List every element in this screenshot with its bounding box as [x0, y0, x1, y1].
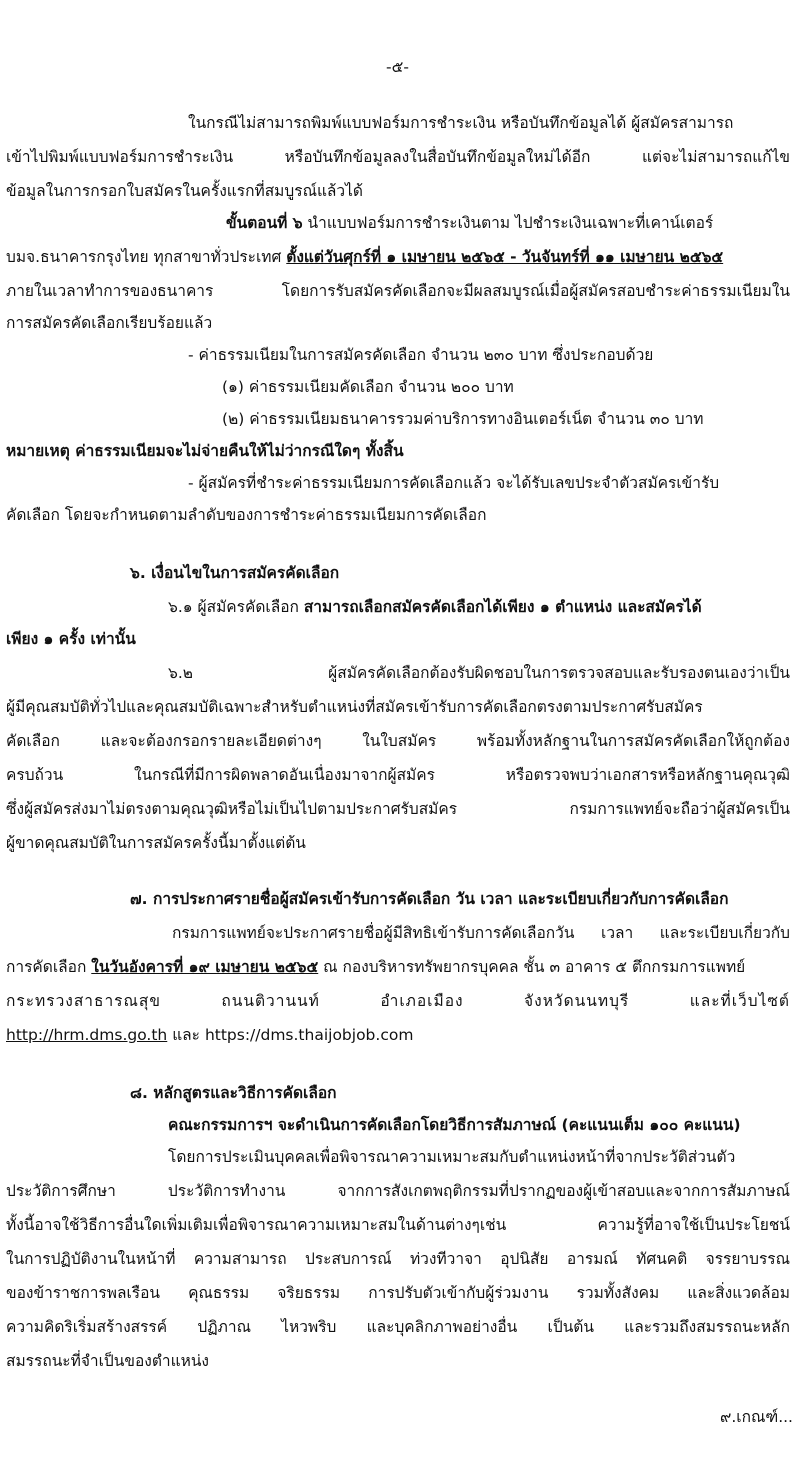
section8-line-2: ประวัติการศึกษา ประวัติการทำงาน จากการสังเกตพฤติกรรมที่ปรากฏของผู้เข้าสอบและจากการสัมภาษณ์ — [6, 1182, 790, 1200]
step6-bank: บมจ.ธนาคารกรุงไทย ทุกสาขาทั่วประเทศ — [6, 248, 287, 266]
section8-heading: ๘. หลักสูตรและวิธีการคัดเลือก — [130, 1084, 337, 1102]
fee-item-2: (๒) ค่าธรรมเนียมธนาคารรวมค่าบริการทางอินเตอร์เน็ต จำนวน ๓๐ บาท — [222, 410, 704, 428]
section7-heading: ๗. การประกาศรายชื่อผู้สมัครเข้ารับการคัดเลือก วัน เวลา และระเบียบเกี่ยวกับการคัดเลือก — [130, 890, 729, 908]
section7-line-3: กระทรวงสาธารณสุข ถนนติวานนท์ อำเภอเมือง จังหวัดนนทบุรี และที่เว็บไซต์ — [6, 992, 790, 1010]
step6-line-3: ภายในเวลาทำการของธนาคาร โดยการรับสมัครคัดเลือกจะมีผลสมบูรณ์เมื่อผู้สมัครสอบชำระค่าธรรมเนียมใน — [6, 282, 790, 300]
cond-1-bold: สามารถเลือกสมัครคัดเลือกได้เพียง ๑ ตำแหน่ง และสมัครได้ — [303, 598, 702, 616]
section6-cond-2-line-4: ครบถ้วน ในกรณีที่มีการผิดพลาดอันเนื่องมาจากผู้สมัคร หรือตรวจพบว่าเอกสารหรือหลักฐานคุณวุฒิ — [6, 766, 790, 784]
fee-item-1: (๑) ค่าธรรมเนียมคัดเลือก จำนวน ๒๐๐ บาท — [222, 378, 514, 396]
section7-line-2-prefix: การคัดเลือก — [6, 958, 92, 976]
section7-line-1: กรมการแพทย์จะประกาศรายชื่อผู้มีสิทธิเข้ารับการคัดเลือกวัน เวลา และระเบียบเกี่ยวกับ — [172, 924, 790, 942]
section8-line-4: ในการปฏิบัติงานในหน้าที่ ความสามารถ ประสบการณ์ ท่วงทีวาจา อุปนิสัย อารมณ์ ทัศนคติ จรรยาบรรณ — [6, 1250, 790, 1268]
step6-line-4: การสมัครคัดเลือกเรียบร้อยแล้ว — [6, 314, 213, 332]
section8-line-5: ของข้าราชการพลเรือน คุณธรรม จริยธรรม การปรับตัวเข้ากับผู้ร่วมงาน รวมทั้งสังคม และสิ่งแวดล้อม — [6, 1284, 790, 1302]
links-and: และ — [167, 1026, 205, 1044]
fee-total: - ค่าธรรมเนียมในการสมัครคัดเลือก จำนวน ๒๓๐ บาท ซึ่งประกอบด้วย — [188, 346, 654, 364]
section6-cond-2-line-2: ผู้มีคุณสมบัติทั่วไปและคุณสมบัติเฉพาะสำหรับตำแหน่งที่สมัครเข้ารับการคัดเลือกตรงตามประกาศรับสมัคร — [6, 698, 703, 716]
page-number: -๕- — [386, 58, 409, 76]
section7-line-2-place: ณ กองบริหารทรัพยากรบุคคล ชั้น ๓ อาคาร ๕ ตึกกรมการแพทย์ — [318, 958, 746, 976]
section8-line-7: สมรรถนะที่จำเป็นของตำแหน่ง — [6, 1352, 209, 1370]
step6-line-1-text: นำแบบฟอร์มการชำระเงินตาม ไปชำระเงินเฉพาะที่เคาน์เตอร์ — [302, 214, 714, 232]
step6-label: ขั้นตอนที่ ๖ — [226, 214, 303, 232]
announcement-date: ในวันอังคารที่ ๑๙ เมษายน ๒๕๖๕ — [91, 958, 319, 976]
section8-line-3: ทั้งนี้อาจใช้วิธีการอื่นใดเพิ่มเติมเพื่อพิจารณาความเหมาะสมในด้านต่างๆเช่น ความรู้ที่อาจใช้เป็นประโยชน์ — [6, 1216, 790, 1234]
applicant-no-line-1: - ผู้สมัครที่ชำระค่าธรรมเนียมการคัดเลือกแล้ว จะได้รับเลขประจำตัวสมัครเข้ารับ — [188, 474, 720, 492]
continuation-marker: ๙.เกณฑ์... — [720, 1408, 793, 1426]
applicant-no-line-2: คัดเลือก โดยจะกำหนดตามลำดับของการชำระค่าธรรมเนียมการคัดเลือก — [6, 506, 487, 524]
section6-cond-1-line-2: เพียง ๑ ครั้ง เท่านั้น — [6, 630, 136, 648]
cond-1-prefix: ๖.๑ ผู้สมัครคัดเลือก — [168, 598, 304, 616]
pay-intro-line-2: เข้าไปพิมพ์แบบฟอร์มการชำระเงิน หรือบันทึกข้อมูลลงในสื่อบันทึกข้อมูลใหม่ได้อีก แต่จะไม่สามารถแก้ไข — [6, 148, 790, 166]
pay-intro-line-3: ข้อมูลในการกรอกใบสมัครในครั้งแรกที่สมบูรณ์แล้วได้ — [6, 182, 363, 200]
section6-heading: ๖. เงื่อนไขในการสมัครคัดเลือก — [130, 564, 340, 582]
section6-cond-2-line-6: ผู้ขาดคุณสมบัติในการสมัครครั้งนี้มาตั้งแต่ต้น — [6, 834, 306, 852]
step6-date-range: ตั้งแต่วันศุกร์ที่ ๑ เมษายน ๒๕๖๕ - วันจันทร์ที่ ๑๑ เมษายน ๒๕๖๕ — [286, 248, 724, 266]
hrm-link[interactable]: http://hrm.dms.go.th — [6, 1026, 168, 1044]
section7-links — [6, 1024, 413, 1046]
step6-line-2 — [6, 246, 723, 268]
fee-note: หมายเหตุ ค่าธรรมเนียมจะไม่จ่ายคืนให้ไม่ว่ากรณีใดๆ ทั้งสิ้น — [6, 442, 404, 460]
section6-cond-2-line-1: ๖.๒ ผู้สมัครคัดเลือกต้องรับผิดชอบในการตรวจสอบและรับรองตนเองว่าเป็น — [168, 664, 790, 682]
section7-line-2 — [6, 956, 745, 978]
section6-cond-2-line-5: ซึ่งผู้สมัครส่งมาไม่ตรงตามคุณวุฒิหรือไม่เป็นไปตามประกาศรับสมัคร กรมการแพทย์จะถือว่าผู้สมัครเป็น — [6, 800, 790, 818]
section8-subheading: คณะกรรมการฯ จะดำเนินการคัดเลือกโดยวิธีการสัมภาษณ์ (คะแนนเต็ม ๑๐๐ คะแนน) — [168, 1116, 741, 1134]
section8-line-6: ความคิดริเริ่มสร้างสรรค์ ปฏิภาณ ไหวพริบ และบุคลิกภาพอย่างอื่น เป็นต้น และรวมถึงสมรรถนะหลัก — [6, 1318, 790, 1336]
section6-cond-1 — [168, 596, 702, 618]
pay-intro-line-1: ในกรณีไม่สามารถพิมพ์แบบฟอร์มการชำระเงิน หรือบันทึกข้อมูลได้ ผู้สมัครสามารถ — [188, 114, 734, 132]
step6-line-1 — [226, 212, 713, 234]
section8-line-1: โดยการประเมินบุคคลเพื่อพิจารณาความเหมาะสมกับตำแหน่งหน้าที่จากประวัติส่วนตัว — [168, 1148, 736, 1166]
thaijobjob-link[interactable]: https://dms.thaijobjob.com — [204, 1026, 414, 1044]
section6-cond-2-line-3: คัดเลือก และจะต้องกรอกรายละเอียดต่างๆ ในใบสมัคร พร้อมทั้งหลักฐานในการสมัครคัดเลือกให้ถูกต้อง — [6, 732, 790, 750]
